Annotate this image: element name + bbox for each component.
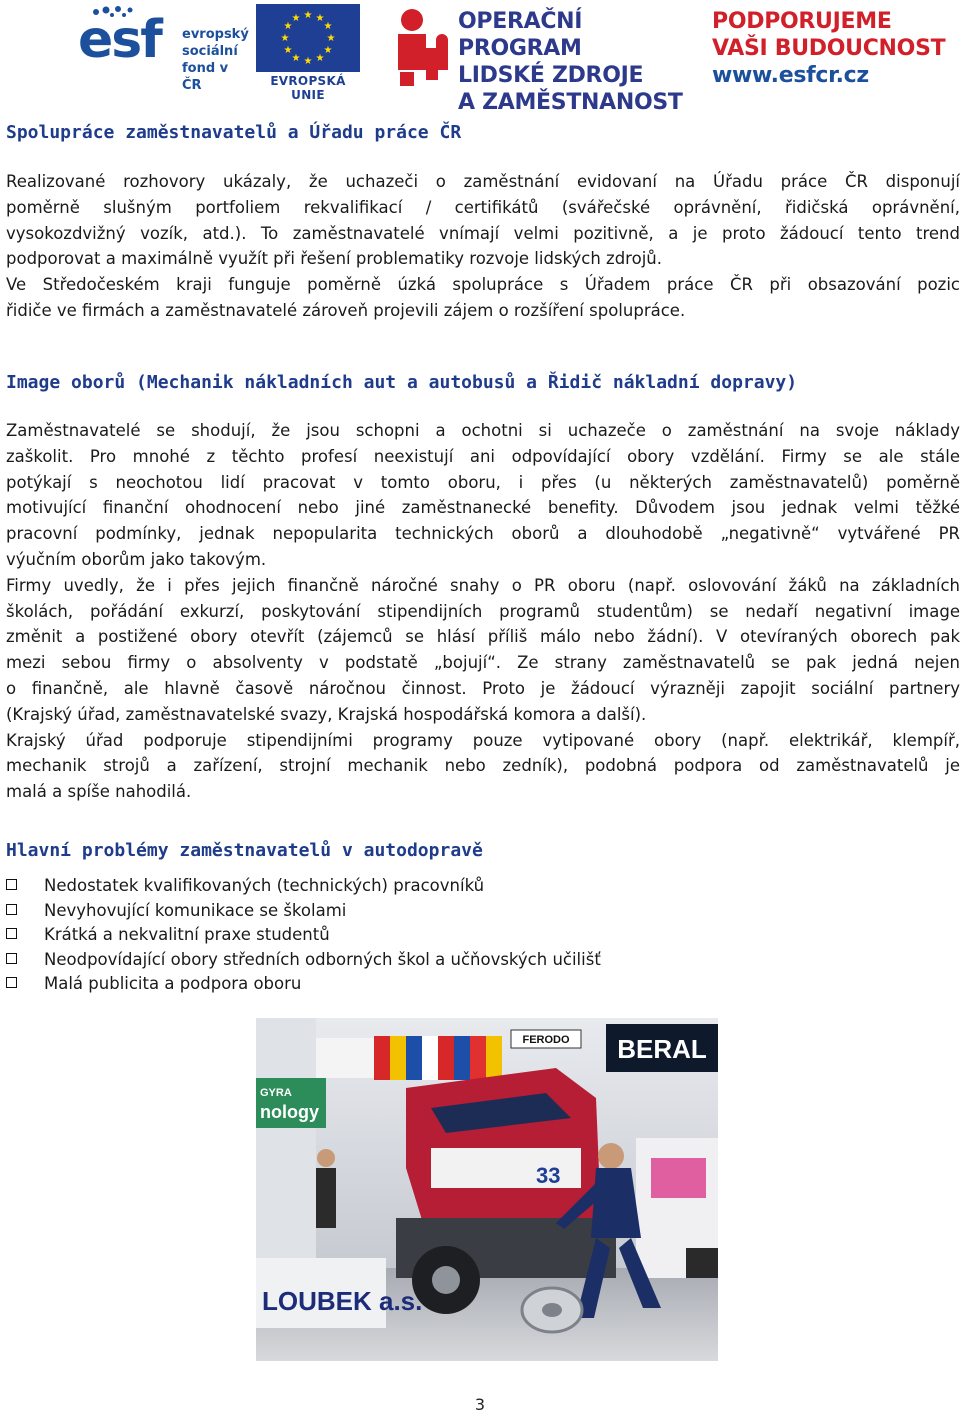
svg-text:★: ★ (283, 21, 293, 32)
svg-text:★: ★ (323, 45, 333, 56)
section-heading-cooperation: Spolupráce zaměstnavatelů a Úřadu práce ČR (6, 122, 462, 143)
svg-text:★: ★ (323, 21, 333, 32)
problems-list (6, 874, 601, 997)
svg-text:★: ★ (303, 10, 313, 21)
svg-text:★: ★ (291, 53, 301, 64)
checkbox-bullet-icon (6, 904, 17, 915)
paragraph-image: Zaměstnavatelé se shodují, že jsou schopni a ochotni si uchazeče o zaměstnání na svoje náklady zaškolit. Pro mnohé z těchto profesí neexistují ani odpovídající obory vzdělání. Firmy se ale stále potýkají s neochotou lidí pracovat v tomto oboru, i přes (u některých zaměstnavatelů) poměrně motivující finanční ohodnocení nebo jiné zaměstnanecké benefity. Důvodem jsou jednak velmi těžké pracovní podmínky, jednak nepopularita technických oborů a dlouhodobě „negativně“ vytvářené PR výučním oborům jako takovým. Firmy uvedly, že i přes jejich finančně náročné snahy o PR oboru (např. oslovování žáků na základních školách, pořádání exkurzí, poskytování stipendijních programů studentům) se nedaří negativní image změnit a postižené obory otevřít (zájemců se hlásí příliš málo nebo žádní). V otevíraných oborech pak mezi sebou firmy o absolventy v podstatě „bojují“. Ze strany zaměstnavatelů se pak jedná nejen o finančně, ale hlavně časově náročnou činnost. Proto je žádoucí výrazněji zapojit sociální partnery (Krajský úřad, zaměstnavatelské svazy, Krajská hospodářská komora a další). Krajský úřad podporuje stipendijními programy pouze vytipované obory (např. elektrikář, klempíř, mechanik strojů a zařízení, strojní mechanik nebo zedník), podobná podpora od zaměstnavatelů je malá a spíše nahodilá. (6, 421, 960, 802)
list-item: Nevyhovující komunikace se školami (6, 899, 601, 924)
checkbox-bullet-icon (6, 879, 17, 890)
op-lzz-logo (392, 6, 692, 115)
op-program-name: OPERAČNÍ PROGRAM LIDSKÉ ZDROJE A ZAMĚSTNANOST (458, 9, 683, 115)
svg-text:★: ★ (326, 33, 336, 44)
website-link[interactable]: www.esfcr.cz (712, 63, 869, 88)
loubek-sign: LOUBEK a.s. (262, 1286, 423, 1316)
checkbox-bullet-icon (6, 953, 17, 964)
svg-text:★: ★ (303, 56, 313, 67)
checkbox-bullet-icon (6, 928, 17, 939)
gyra-sign: GYRA (260, 1087, 292, 1099)
esf-logo (78, 4, 250, 92)
eu-label: EVROPSKÁ UNIE (270, 74, 346, 102)
truck-number: 33 (536, 1163, 561, 1188)
eu-logo (256, 4, 360, 102)
svg-text:★: ★ (315, 53, 325, 64)
support-slogan: PODPORUJEME VAŠI BUDOUCNOST www.esfcr.cz (712, 8, 952, 96)
list-item: Neodpovídající obory středních odborných škol a učňovských učilišť (6, 948, 601, 973)
page-number: 3 (474, 1395, 486, 1414)
list-item: Nedostatek kvalifikovaných (technických) pracovníků (6, 874, 601, 899)
svg-text:★: ★ (315, 13, 325, 24)
svg-text:★: ★ (280, 33, 290, 44)
svg-text:★: ★ (291, 13, 301, 24)
list-item: Krátká a nekvalitní praxe studentů (6, 923, 601, 948)
svg-text:★: ★ (283, 45, 293, 56)
checkbox-bullet-icon (6, 977, 17, 988)
truck-workshop-photo (256, 1018, 718, 1361)
section-heading-problems: Hlavní problémy zaměstnavatelů v autodopravě (6, 840, 483, 861)
puzzle-figure-icon (392, 6, 450, 88)
technology-sign: nology (260, 1102, 319, 1122)
ferodo-sign: FERODO (522, 1034, 570, 1046)
esf-wordmark: esf (78, 10, 161, 70)
eu-flag-icon (256, 4, 360, 72)
paragraph-cooperation: Realizované rozhovory ukázaly, že uchazeči o zaměstnání evidovaní na Úřadu práce ČR disponují poměrně slušným portfoliem rekvalifikací / certifikátů (svářečské oprávnění, řidičská oprávnění, vysokozdvižný vozík, atd.). To zaměstnavatelé vnímají velmi pozitivně, a je proto žádoucí tento trend podporovat a maximálně využít při řešení problematiky rozvoje lidských zdrojů. Ve Středočeském kraji funguje poměrně úzká spolupráce s Úřadem práce ČR při obsazování pozic řidiče ve firmách a zaměstnavatelé zároveň projevili zájem o rozšíření spolupráce. (6, 172, 960, 320)
list-item: Malá publicita a podpora oboru (6, 972, 601, 997)
esf-caption: evropský sociální fond v ČR (182, 27, 249, 93)
beral-sign: BERAL (617, 1034, 707, 1064)
header-logos (0, 0, 960, 115)
section-heading-image: Image oborů (Mechanik nákladních aut a autobusů a Řidič nákladní dopravy) (6, 372, 798, 393)
